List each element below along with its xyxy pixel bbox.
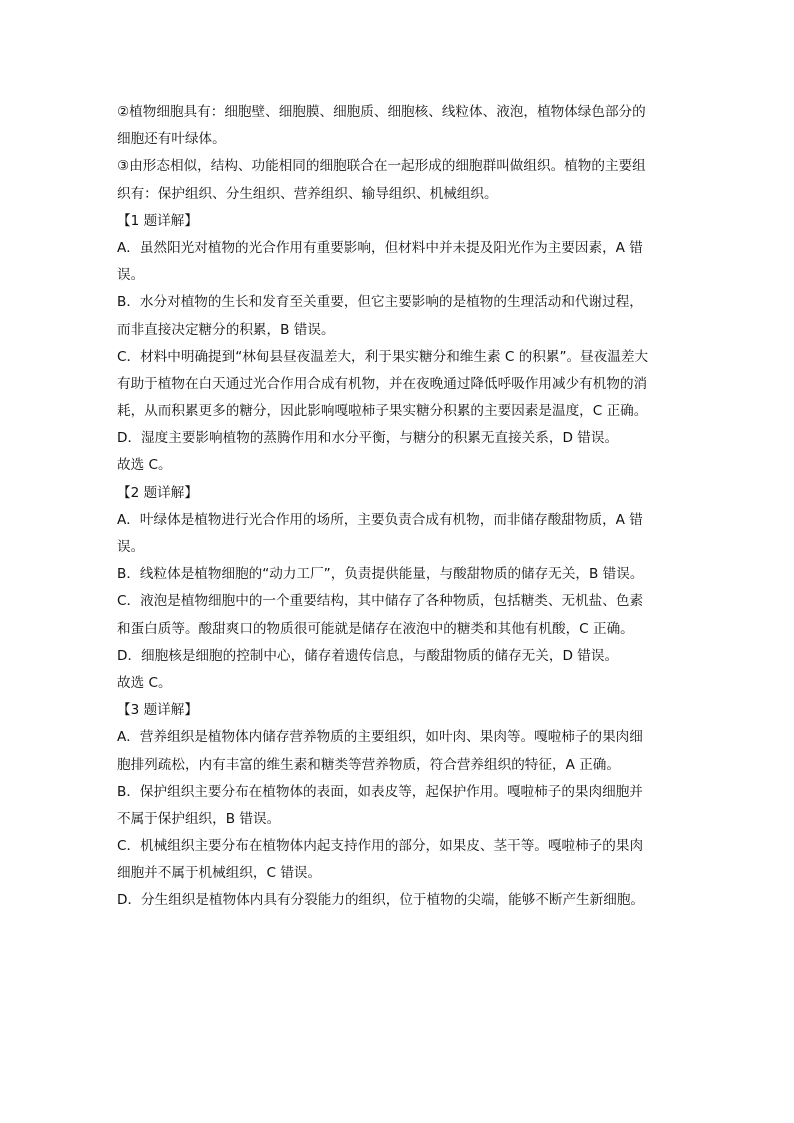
text-line: A．叶绿体是植物进行光合作用的场所，主要负责合成有机物，而非储存酸甜物质，A 错 <box>117 511 643 528</box>
text-line: D．湿度主要影响植物的蒸腾作用和水分平衡，与糖分的积累无直接关系，D 错误。 <box>117 430 619 447</box>
text-line: D．细胞核是细胞的控制中心，储存着遗传信息，与酸甜物质的储存无关，D 错误。 <box>117 647 619 664</box>
text-line: B．水分对植物的生长和发育至关重要，但它主要影响的是植物的生理活动和代谢过程， <box>117 294 643 311</box>
text-line: B．线粒体是植物细胞的“动力工厂”，负责提供能量，与酸甜物质的储存无关，B 错误。 <box>117 566 644 583</box>
text-line: 细胞还有叶绿体。 <box>117 131 226 148</box>
text-line: ③由形态相似，结构、功能相同的细胞联合在一起形成的细胞群叫做组织。植物的主要组 <box>117 158 646 175</box>
text-line: B．保护组织主要分布在植物体的表面，如表皮等，起保护作用。嘎啦柿子的果肉细胞并 <box>117 783 643 800</box>
text-line: D．分生组织是植物体内具有分裂能力的组织，位于植物的尖端，能够不断产生新细胞。 <box>117 892 645 909</box>
text-line: A．营养组织是植物体内储存营养物质的主要组织，如叶肉、果肉等。嘎啦柿子的果肉细 <box>117 729 643 746</box>
text-line: 和蛋白质等。酸甜爽口的物质很可能就是储存在液泡中的糖类和其他有机酸，C 正确。 <box>117 620 634 637</box>
text-line: 误。 <box>117 539 145 555</box>
text-line: 织有：保护组织、分生组织、营养组织、输导组织、机械组织。 <box>117 185 498 202</box>
text-line: 细胞并不属于机械组织，C 错误。 <box>117 865 322 882</box>
section-heading: 【2 题详解】 <box>117 484 198 501</box>
text-line: C．材料中明确提到“林甸县昼夜温差大，利于果实糖分和维生素 C 的积累”。昼夜温差大 <box>117 348 649 365</box>
text-line: 耗，从而积累更多的糖分，因此影响嘎啦柿子果实糖分积累的主要因素是温度，C 正确。 <box>117 403 648 420</box>
document-body <box>117 99 677 915</box>
text-line: 胞排列疏松，内有丰富的维生素和糖类等营养物质，符合营养组织的特征，A 正确。 <box>117 756 620 773</box>
answer-line: 故选 C。 <box>117 457 172 474</box>
text-line: C．液泡是植物细胞中的一个重要结构，其中储存了各种物质，包括糖类、无机盐、色素 <box>117 593 644 610</box>
text-line: 而非直接决定糖分的积累，B 错误。 <box>117 321 335 338</box>
section-heading: 【1 题详解】 <box>117 212 198 229</box>
text-line: C．机械组织主要分布在植物体内起支持作用的部分，如果皮、茎干等。嘎啦柿子的果肉 <box>117 838 644 855</box>
answer-line: 故选 C。 <box>117 674 172 691</box>
text-line: 有助于植物在白天通过光合作用合成有机物，并在夜晚通过降低呼吸作用减少有机物的消 <box>117 375 648 392</box>
text-line: A．虽然阳光对植物的光合作用有重要影响，但材料中并未提及阳光作为主要因素，A 错 <box>117 239 643 256</box>
text-line: ②植物细胞具有：细胞壁、细胞膜、细胞质、细胞核、线粒体、液泡，植物体绿色部分的 <box>117 104 646 120</box>
text-line: 不属于保护组织，B 错误。 <box>117 810 281 827</box>
text-line: 误。 <box>117 267 145 284</box>
section-heading: 【3 题详解】 <box>117 702 198 719</box>
